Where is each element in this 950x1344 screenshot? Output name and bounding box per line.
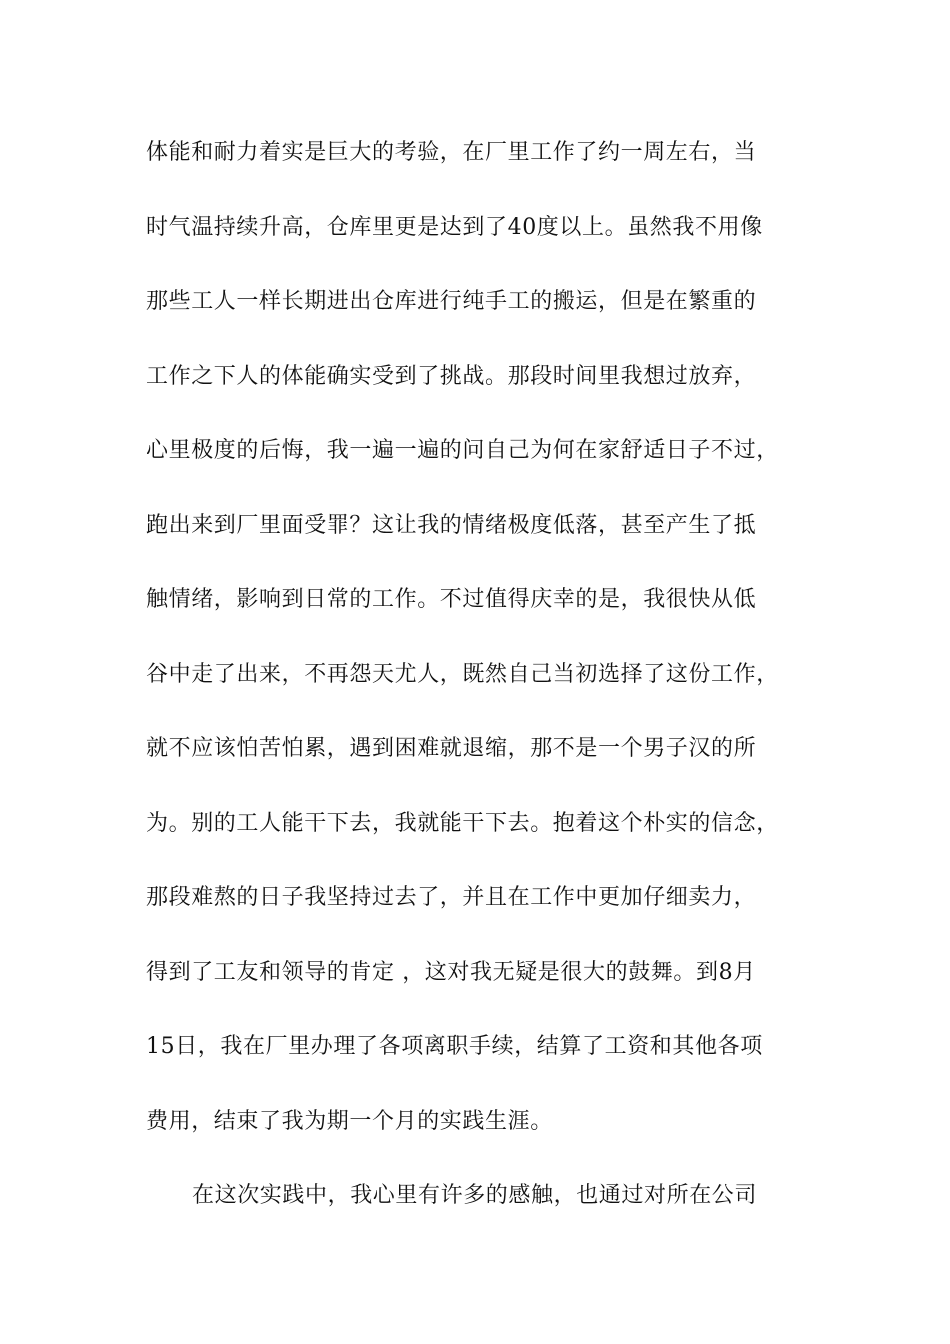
text-line-7: 触情绪，影响到日常的工作。不过值得庆幸的是，我很快从低	[146, 587, 757, 612]
body-text	[146, 131, 826, 1249]
paragraph-start-line: 在这次实践中，我心里有许多的感触，也通过对所在公司	[192, 1183, 758, 1208]
text-line-9: 就不应该怕苦怕累，遇到困难就退缩，那不是一个男子汉的所	[146, 736, 757, 761]
text-line-3: 那些工人一样长期进出仓库进行纯手工的搬运，但是在繁重的	[146, 289, 757, 314]
text-line-8: 谷中走了出来，不再怨天尤人，既然自己当初选择了这份工作，	[146, 661, 779, 687]
text-line-1: 体能和耐力着实是巨大的考验，在厂里工作了约一周左右，当	[146, 140, 757, 165]
text-line-10: 为。别的工人能干下去，我就能干下去。抱着这个朴实的信念，	[146, 810, 779, 836]
text-line-4: 工作之下人的体能确实受到了挑战。那段时间里我想过放弃，	[146, 363, 757, 389]
text-line-6: 跑出来到厂里面受罪？这让我的情绪极度低落，甚至产生了抵	[146, 512, 757, 538]
text-line-11: 那段难熬的日子我坚持过去了，并且在工作中更加仔细卖力，	[146, 885, 757, 910]
text-line-12: 得到了工友和领导的肯定 ，这对我无疑是很大的鼓舞。到8月	[146, 959, 756, 985]
text-line-13: 15日，我在厂里办理了各项离职手续，结算了工资和其他各项	[146, 1034, 763, 1059]
text-line-2: 时气温持续升高，仓库里更是达到了40度以上。虽然我不用像	[146, 214, 763, 240]
text-line-5: 心里极度的后悔，我一遍一遍的问自己为何在家舒适日子不过，	[146, 438, 779, 463]
text-line-14: 费用，结束了我为期一个月的实践生涯。	[146, 1108, 553, 1134]
